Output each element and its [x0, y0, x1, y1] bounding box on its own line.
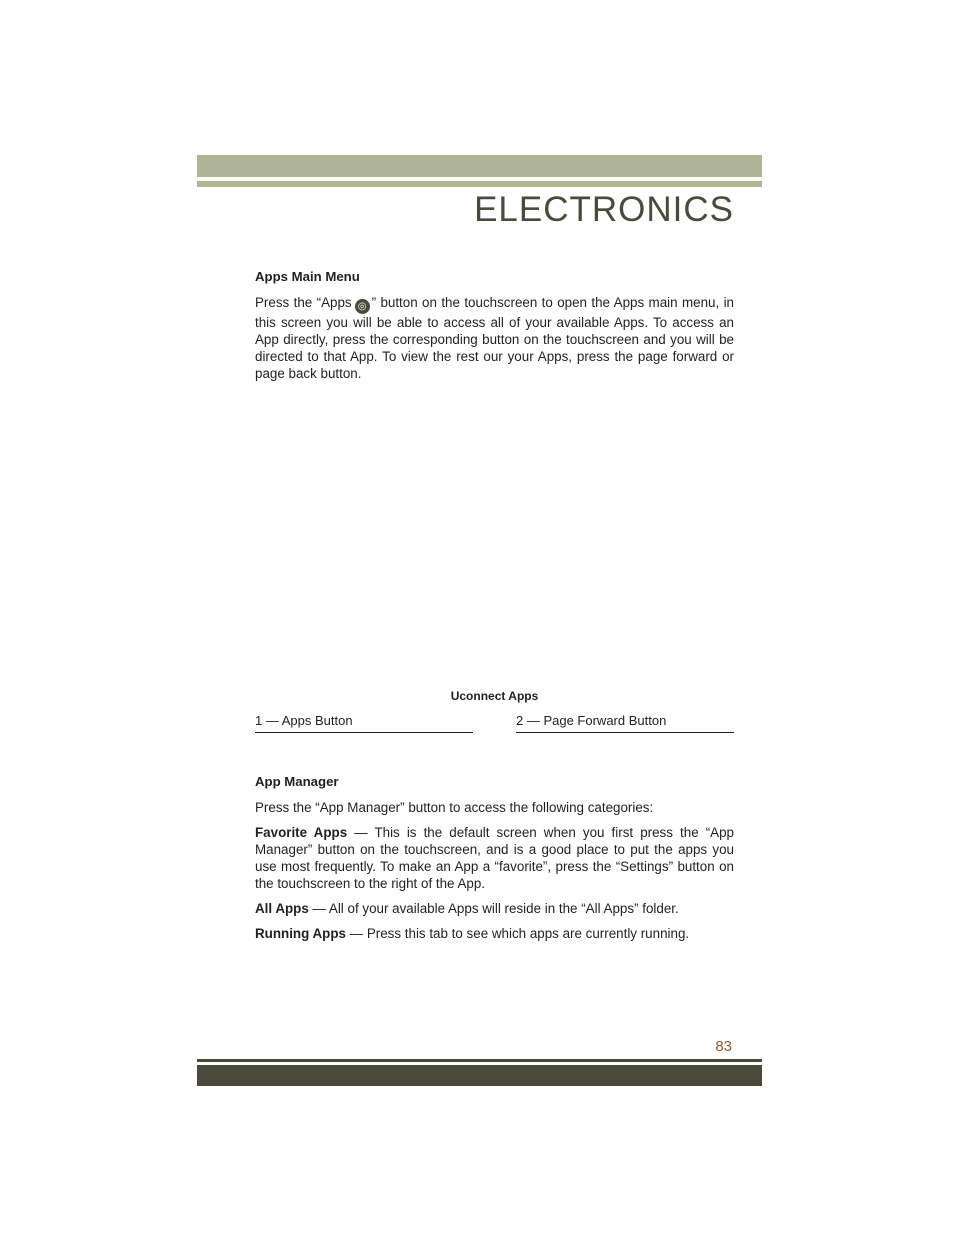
- favorite-apps-desc: — This is the default screen when you first press the “App Manager” button on the touchscreen, and is a good place to put the apps you use most frequently. To make an App a “favorite”, press the “Settings” button on the touchscreen to the right of the App.: [255, 825, 734, 891]
- apps-main-menu-heading: Apps Main Menu: [255, 269, 360, 284]
- app-manager-section: [255, 773, 734, 942]
- page-number: 83: [715, 1038, 732, 1055]
- apps-main-menu-section: [255, 268, 734, 382]
- apps-main-menu-paragraph: [255, 294, 734, 382]
- header-rule: [197, 181, 762, 187]
- para-text-end: ” button on the touchscreen to open the Apps main menu, in this screen you will be able to access all of your available Apps. To access an App directly, press the corresponding button on the touchscreen and you will be directed to that App. To view the rest our your Apps, press the page forward or page back button.: [255, 295, 734, 381]
- running-apps-term: Running Apps: [255, 926, 346, 941]
- para-text-start: Press the “Apps: [255, 295, 352, 310]
- favorite-apps-item: [255, 824, 734, 892]
- running-apps-item: [255, 925, 734, 942]
- all-apps-term: All Apps: [255, 901, 309, 916]
- favorite-apps-term: Favorite Apps: [255, 825, 348, 840]
- section-title: ELECTRONICS: [474, 190, 734, 229]
- apps-icon: ◎: [355, 299, 370, 314]
- running-apps-desc: — Press this tab to see which apps are currently running.: [346, 926, 690, 941]
- legend-item-apps-button: 1 — Apps Button: [255, 713, 473, 733]
- footer-rule: [197, 1059, 762, 1062]
- footer-band: [197, 1065, 762, 1086]
- figure-image-area: [255, 372, 734, 677]
- app-manager-heading: App Manager: [255, 774, 339, 789]
- header-band: [197, 155, 762, 177]
- all-apps-item: [255, 900, 734, 917]
- figure-caption: Uconnect Apps: [450, 689, 539, 703]
- all-apps-desc: — All of your available Apps will reside in the “All Apps” folder.: [308, 901, 679, 916]
- legend-item-page-forward-button: 2 — Page Forward Button: [516, 713, 734, 733]
- app-manager-intro: Press the “App Manager” button to access the following categories:: [255, 800, 654, 815]
